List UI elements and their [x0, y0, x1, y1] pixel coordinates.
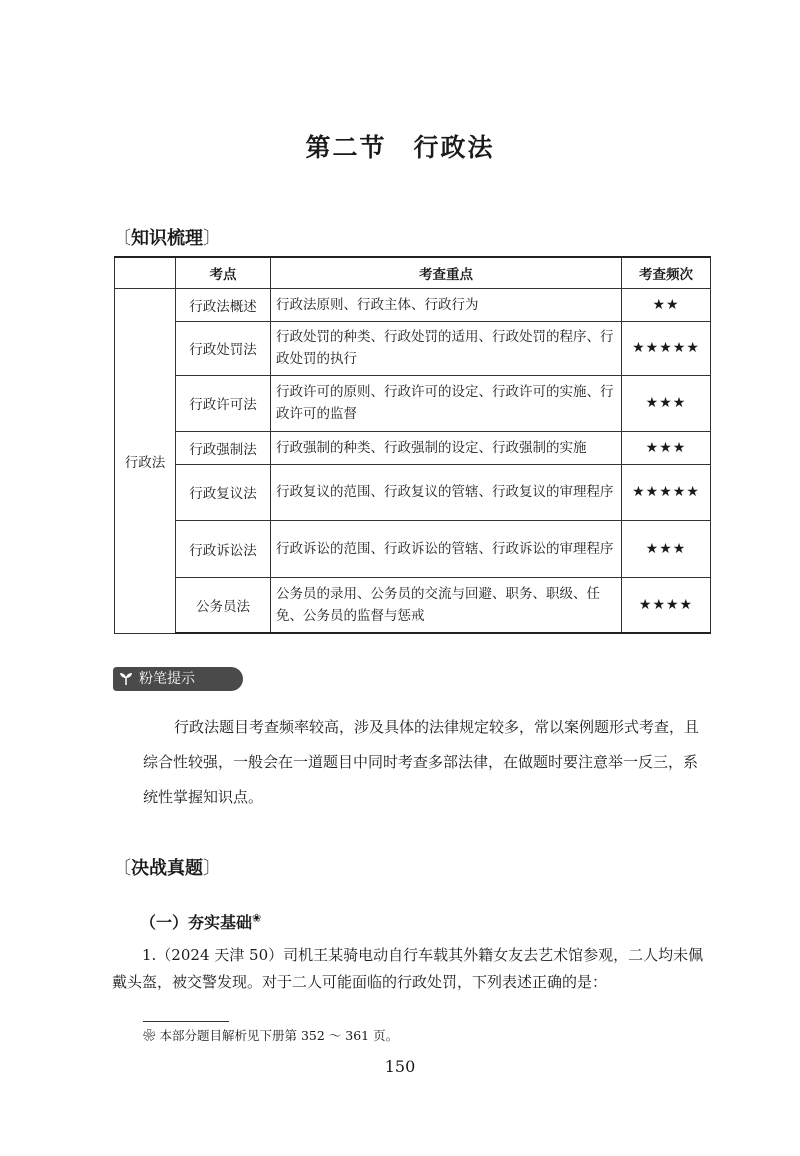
topic-cell: 公务员法 — [176, 577, 271, 633]
section-label: 决战真题 — [131, 858, 203, 879]
focus-cell: 公务员的录用、公务员的交流与回避、职务、职级、任免、公务员的监督与惩戒 — [271, 577, 622, 633]
topic-cell: 行政强制法 — [176, 431, 271, 464]
frequency-stars: ★★ — [622, 288, 711, 321]
table-header-row — [115, 257, 711, 288]
frequency-stars: ★★★★★ — [622, 464, 711, 520]
focus-cell: 行政强制的种类、行政强制的设定、行政强制的实施 — [271, 431, 622, 464]
bracket-close: 〕 — [203, 858, 221, 879]
subsection-label: （一）夯实基础 — [140, 913, 253, 932]
topic-cell: 行政复议法 — [176, 464, 271, 520]
frequency-stars: ★★★ — [622, 431, 711, 464]
tip-badge — [113, 667, 243, 691]
section-heading-exam — [113, 854, 221, 880]
table-row — [115, 431, 711, 464]
footnote: ❀ 本部分题目解析见下册第 352 ～ 361 页。 — [143, 1028, 399, 1043]
knowledge-table — [114, 256, 711, 634]
question-1 — [112, 942, 712, 996]
focus-cell: 行政许可的原则、行政许可的设定、行政许可的实施、行政许可的监督 — [271, 375, 622, 431]
frequency-stars: ★★★★★ — [622, 321, 711, 375]
topic-cell: 行政法概述 — [176, 288, 271, 321]
bracket-open: 〔 — [113, 228, 131, 249]
page-title: 第二节 行政法 — [305, 133, 495, 162]
focus-cell: 行政法原则、行政主体、行政行为 — [271, 288, 622, 321]
topic-cell: 行政处罚法 — [176, 321, 271, 375]
table-row — [115, 577, 711, 633]
tip-paragraph: 行政法题目考查频率较高，涉及具体的法律规定较多，常以案例题形式考查，且综合性较强，一般会在一道题目中同时考查多部法律，在做题时要注意举一反三，系统性掌握知识点。 — [143, 718, 700, 806]
topic-cell: 行政诉讼法 — [176, 520, 271, 577]
header-focus: 考查重点 — [271, 257, 622, 288]
table-row — [115, 464, 711, 520]
block-label: 行政法 — [115, 288, 176, 633]
frequency-stars: ★★★★ — [622, 577, 711, 633]
section-heading-knowledge — [113, 224, 221, 250]
table-row — [115, 520, 711, 577]
footnote-rule — [143, 1021, 229, 1022]
focus-cell: 行政处罚的种类、行政处罚的适用、行政处罚的程序、行政处罚的执行 — [271, 321, 622, 375]
focus-cell: 行政复议的范围、行政复议的管辖、行政复议的审理程序 — [271, 464, 622, 520]
section-label: 知识梳理 — [131, 228, 203, 249]
focus-cell: 行政诉讼的范围、行政诉讼的管辖、行政诉讼的审理程序 — [271, 520, 622, 577]
flower-mark-icon: ❀ — [252, 911, 262, 925]
bracket-close: 〕 — [203, 228, 221, 249]
subsection-heading — [140, 910, 261, 933]
tip-text — [143, 710, 708, 815]
header-blank — [115, 257, 176, 288]
tip-badge-label: 粉笔提示 — [139, 671, 195, 687]
bracket-open: 〔 — [113, 858, 131, 879]
header-frequency: 考查频次 — [622, 257, 711, 288]
table-row — [115, 321, 711, 375]
table-row — [115, 288, 711, 321]
frequency-stars: ★★★ — [622, 520, 711, 577]
frequency-stars: ★★★ — [622, 375, 711, 431]
question-text: 1.（2024 天津 50）司机王某骑电动自行车载其外籍女友去艺术馆参观，二人均未佩戴头盔，被交警发现。对于二人可能面临的行政处罚，下列表述正确的是： — [112, 946, 704, 991]
topic-cell: 行政许可法 — [176, 375, 271, 431]
page-number: 150 — [384, 1057, 416, 1076]
table-row — [115, 375, 711, 431]
header-topic: 考点 — [176, 257, 271, 288]
sprout-icon — [113, 667, 139, 691]
